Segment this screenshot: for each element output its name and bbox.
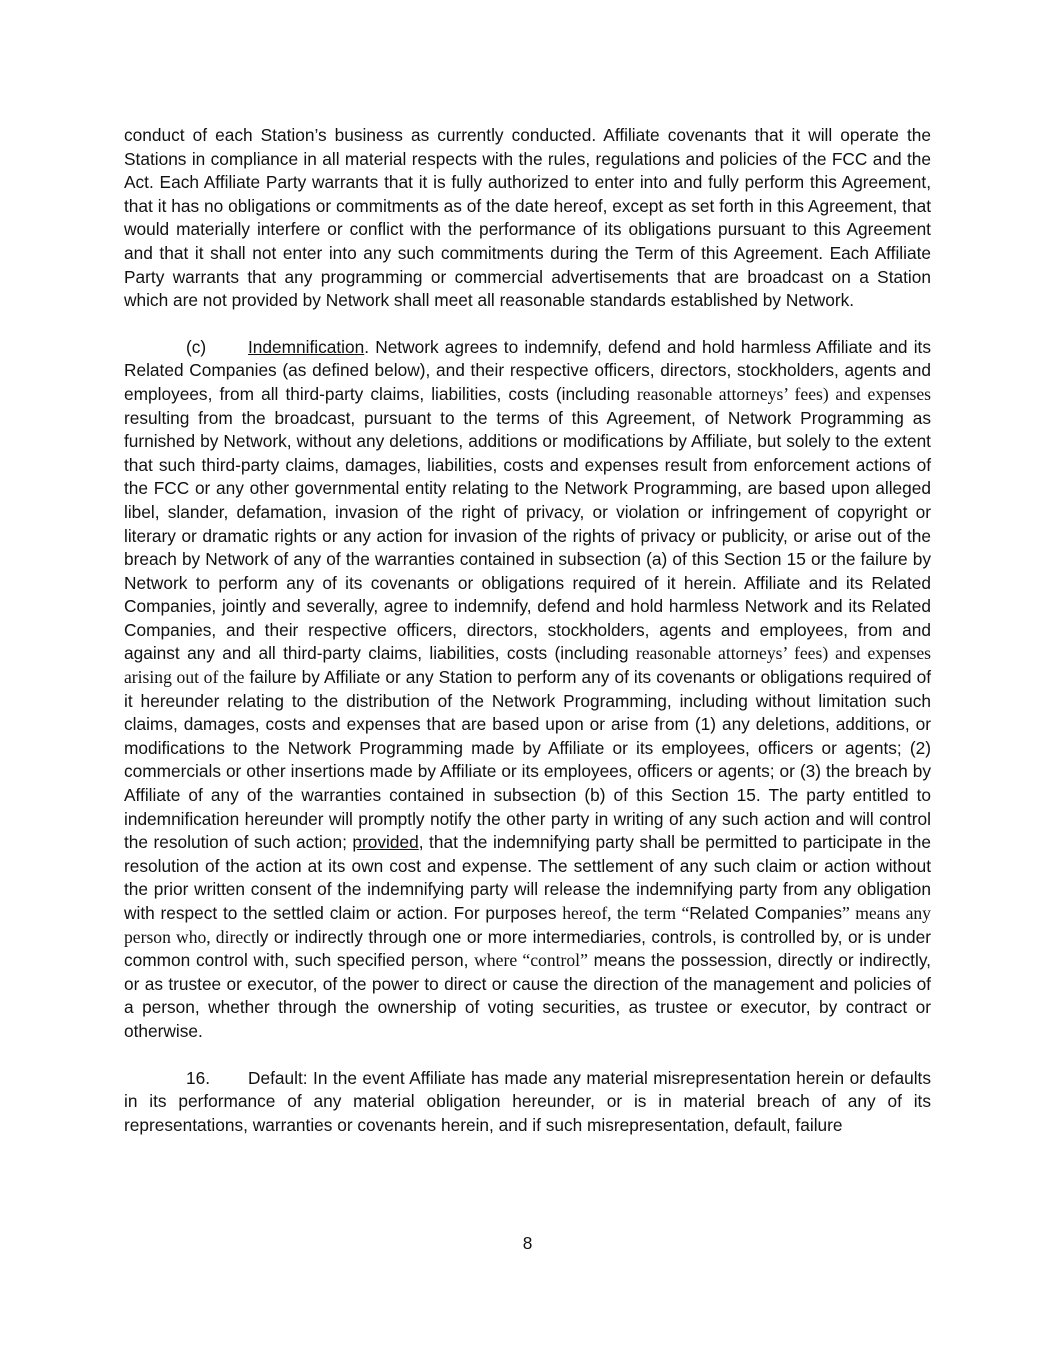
paragraph-default	[124, 1067, 931, 1138]
section-number: 16.	[186, 1067, 211, 1088]
provided-term: provided	[352, 832, 419, 853]
paragraph-text-serif: ” means any person who, direct	[124, 903, 931, 947]
paragraph-continuation	[124, 124, 931, 313]
paragraph-text: failure by Affiliate or any Station to perform any of its covenants or obligations required of it hereunder relating to the distribution of the Network Programming, including without limitation such claims, damages, costs and expenses that are based upon or arise from (1) any deletions, additions, or modifications to the Network Programming made by Affiliate or its employees, officers or agents; (2) commercials or other insertions made by Affiliate or its employees, officers or agents; or (3) the breach by Affiliate of any of the warranties contained in subsection (b) of this Section 15. The party entitled to indemnification hereunder will promptly notify the other party in writing of any such action and will control the resolution of such action;	[124, 667, 932, 853]
paragraph-text: , that the indemnifying party shall be permitted to participate in the resolution of the action at its own cost and expense. The settlement of any such claim or action without the prior written consent of the indemnifying party will release the indemnifying party from any obligation with respect to the settled claim or action. For purposes	[124, 832, 931, 923]
paragraph-text: means the possession, directly or indirectly, or as trustee or executor, of the power to direct or cause the direction of the management and policies of a person, whether through the ownership of voting securities, as trustee or executor, by contract or otherwise.	[124, 950, 931, 1041]
paragraph-text-serif: reasonable attorneys’ fees) and expenses arising out of the	[124, 643, 931, 688]
defined-term-related-companies: Related Companies	[689, 903, 843, 923]
paragraph-text: resulting from the broadcast, pursuant to the terms of this Agreement, of Network Programming as furnished by Network, without any deletions, additions or modifications by Affiliate, but solely to the extent that such third-party claims, damages, liabilities, costs and expenses result from enforcement actions of the FCC or any other governmental entity relating to the Network Programming, are based upon alleged libel, slander, defamation, invasion of the right of privacy, or violation or infringement of copyright or literary or dramatic rights or any action for invasion of the rights of privacy or publicity, or arise out of the breach by Network of any of the warranties contained in subsection (a) of this Section 15 or the failure by Network to perform any of its covenants or obligations required of it herein. Affiliate and its Related Companies, jointly and severally, agree to indemnify, defend and hold harmless Network and its Related Companies, and their respective officers, directors, stockholders, agents and employees, from and against any and all third-party claims, liabilities, costs (including	[124, 407, 931, 664]
paragraph-indemnification	[124, 336, 931, 1044]
paragraph-text: . Network agrees to indemnify, defend and hold harmless Affiliate and its Related Companies (as defined below), and their respective officers, directors, stockholders, agents and employees, from all third-party claims, liabilities, costs (including	[124, 336, 931, 404]
paragraph-text: ly or indirectly through one or more intermediaries, controls, is controlled by, or is under common control with, such specified person,	[124, 926, 931, 971]
paragraph-text-serif: reasonable attorneys’ fees) and expenses	[636, 383, 932, 404]
paragraph-text-serif: where “control”	[474, 950, 588, 971]
section-heading-default: Default:	[248, 1067, 308, 1088]
subsection-label: (c)	[186, 336, 207, 357]
paragraph-text: In the event Affiliate has made any material misrepresentation herein or defaults in its performance of any material obligation hereunder, or is in material breach of any of its representations, warranties or covenants herein, and if such misrepresentation, default, failure	[124, 1067, 931, 1135]
paragraph-text-serif: hereof, the term “	[562, 903, 690, 923]
document-body	[124, 124, 931, 1137]
page-number: 8	[522, 1233, 533, 1253]
paragraph-text: conduct of each Station’s business as currently conducted. Affiliate covenants that it will operate the Stations in compliance in all material respects with the rules, regulations and policies of the FCC and the Act. Each Affiliate Party warrants that it is fully authorized to enter into and fully perform this Agreement, that it has no obligations or commitments as of the date hereof, except as set forth in this Agreement, that would materially interfere or conflict with the performance of its obligations pursuant to this Agreement and that it shall not enter into any such commitments during the Term of this Agreement. Each Affiliate Party warrants that any programming or commercial advertisements that are broadcast on a Station which are not provided by Network shall meet all reasonable standards established by Network.	[124, 125, 931, 311]
section-heading-indemnification: Indemnification	[248, 336, 365, 357]
